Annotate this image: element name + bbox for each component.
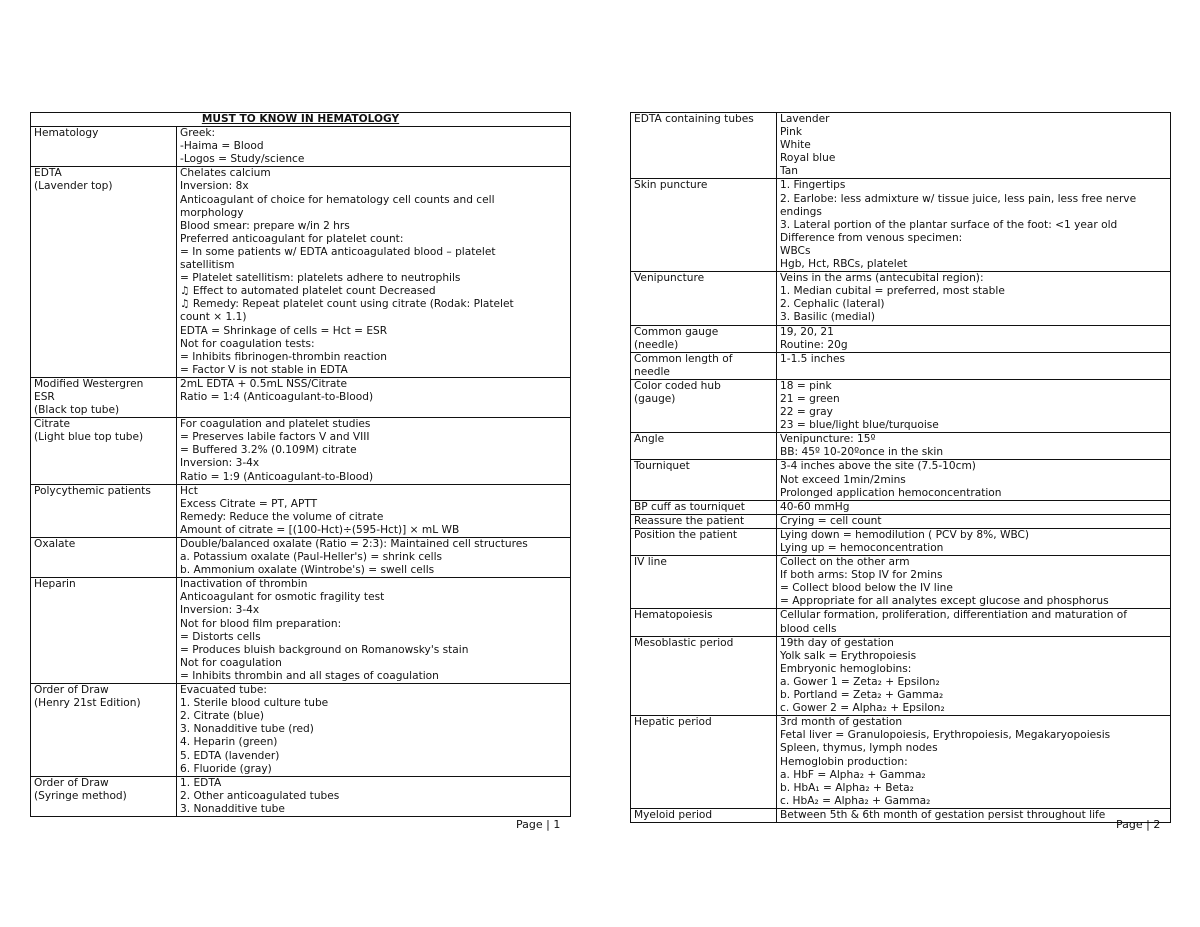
row-content-cell [177,578,571,684]
row-content-line: = Produces bluish background on Romanowsky's stain [180,643,469,656]
row-content-line: 1. EDTA [180,776,222,789]
table-row [31,776,571,816]
row-label-line: Hematology [34,127,99,140]
row-label-cell [631,500,777,514]
row-content-line: Preferred anticoagulant for platelet count: [180,232,404,245]
row-content-cell [777,609,1171,636]
row-content-cell [777,379,1171,432]
row-label-line: Myeloid period [634,808,713,821]
row-content-line: 4. Heparin (green) [180,736,278,749]
row-content-line: Yolk salk = Erythropoiesis [780,649,917,662]
row-label-cell [631,528,777,555]
row-label-line: (Syringe method) [34,789,127,802]
row-content-cell [777,433,1171,460]
row-label-line: Color coded hub [634,379,721,392]
row-content-line: satellitism [180,259,235,272]
row-content-line: Embryonic hemoglobins: [780,662,912,675]
row-content-line: Inactivation of thrombin [180,578,308,591]
row-content-line: b. HbA₁ = Alpha₂ + Beta₂ [780,781,914,794]
row-content-cell [777,113,1171,179]
row-content-cell [777,325,1171,352]
left-reference-table [30,112,571,817]
table-row [631,433,1171,460]
row-content-line: ♫ Remedy: Repeat platelet count using citrate (Rodak: Platelet [180,298,514,311]
row-label-cell [631,808,777,822]
table-row [631,179,1171,272]
row-label-cell [631,460,777,500]
table-row [631,514,1171,528]
row-label-cell [631,352,777,379]
row-content-line: Lying down = hemodilution ( PCV by 8%, WBC) [780,528,1030,541]
row-content-line: Lavender [780,113,830,125]
row-label-line: (Light blue top tube) [34,431,144,444]
row-label-line: Heparin [34,578,76,591]
table-row [31,538,571,578]
row-content-line: Crying = cell count [780,514,882,527]
row-content-line: WBCs [780,244,811,257]
row-label-line: Reassure the patient [634,514,745,527]
row-content-line: Evacuated tube: [180,684,267,697]
row-content-cell [777,514,1171,528]
table-row [31,684,571,777]
row-content-line: endings [780,205,822,218]
row-label-cell [631,514,777,528]
row-content-cell [177,538,571,578]
row-label-line: Position the patient [634,528,738,541]
row-content-cell [777,179,1171,272]
row-label-line: (Henry 21st Edition) [34,697,141,710]
row-content-line: Fetal liver = Granulopoiesis, Erythropoiesis, Megakaryopoiesis [780,729,1111,742]
row-label-line: Common length of [634,352,733,365]
row-label-cell [631,609,777,636]
row-content-line: Pink [780,126,802,139]
row-content-line: Inversion: 3-4x [180,604,260,617]
row-content-line: If both arms: Stop IV for 2mins [780,569,943,582]
table-row [31,578,571,684]
row-label-line: (Lavender top) [34,180,113,193]
row-label-line: Hematopoiesis [634,609,713,622]
row-content-line: b. Portland = Zeta₂ + Gamma₂ [780,689,944,702]
row-label-line: Order of Draw [34,776,109,789]
row-label-cell [31,418,177,484]
row-label-cell [31,377,177,417]
row-content-cell [777,528,1171,555]
row-content-cell [177,776,571,816]
table-row [31,127,571,167]
row-content-line: Inversion: 3-4x [180,457,260,470]
table-title-row [31,113,571,127]
row-content-line: Collect on the other arm [780,556,910,569]
row-content-line: ♫ Effect to automated platelet count Decreased [180,285,436,298]
row-content-line: Difference from venous specimen: [780,231,963,244]
row-content-line: c. Gower 2 = Alpha₂ + Epsilon₂ [780,702,945,715]
row-content-line: Blood smear: prepare w/in 2 hrs [180,219,350,232]
row-content-line: EDTA = Shrinkage of cells = Hct = ESR [180,324,388,337]
row-label-cell [631,379,777,432]
row-content-line: 18 = pink [780,379,832,392]
row-content-line: b. Ammonium oxalate (Wintrobe's) = swell cells [180,564,435,577]
table-row [631,500,1171,514]
row-content-line: a. Gower 1 = Zeta₂ + Epsilon₂ [780,675,940,688]
row-label-line: Hepatic period [634,716,712,729]
row-content-line: Anticoagulant of choice for hematology cell counts and cell [180,193,495,206]
row-content-line: Anticoagulant for osmotic fragility test [180,591,385,604]
row-content-line: = Preserves labile factors V and VIII [180,431,370,444]
row-content-line: = Factor V is not stable in EDTA [180,363,348,376]
row-label-cell [631,636,777,716]
row-label-line: Polycythemic patients [34,484,151,497]
row-content-cell [177,484,571,537]
row-content-cell [777,716,1171,809]
row-label-line: (Black top tube) [34,404,120,417]
row-content-line: = Buffered 3.2% (0.109M) citrate [180,444,357,457]
row-label-line: EDTA containing tubes [634,113,754,125]
row-content-line: 1. Sterile blood culture tube [180,697,329,710]
row-content-line: Venipuncture: 15º [780,433,876,446]
row-label-cell [31,127,177,167]
row-content-line: Ratio = 1:4 (Anticoagulant-to-Blood) [180,390,374,403]
row-label-cell [631,556,777,609]
row-label-line: Angle [634,433,665,446]
row-content-line: Tan [780,165,798,178]
row-content-line: White [780,139,811,152]
row-content-line: 21 = green [780,392,840,405]
row-label-line: EDTA [34,167,62,180]
row-content-line: = Collect blood below the IV line [780,582,953,595]
row-label-cell [631,113,777,179]
row-label-cell [631,325,777,352]
row-content-line: Hemoglobin production: [780,755,908,768]
row-content-cell [777,500,1171,514]
page-number-2: Page | 2 [1116,818,1161,831]
table-row [31,418,571,484]
row-label-line: (gauge) [634,392,676,405]
row-content-line: Excess Citrate = PT, APTT [180,497,318,510]
row-label-cell [31,538,177,578]
row-content-line: Not for coagulation [180,656,282,669]
row-content-line: Not exceed 1min/2mins [780,473,906,486]
row-content-line: 2. Citrate (blue) [180,710,265,723]
table-row [631,609,1171,636]
row-label-line: BP cuff as tourniquet [634,500,745,513]
row-label-cell [631,179,777,272]
row-content-line: c. HbA₂ = Alpha₂ + Gamma₂ [780,794,931,807]
table-row [31,377,571,417]
row-content-line: Spleen, thymus, lymph nodes [780,742,938,755]
row-label-line: Common gauge [634,325,719,338]
row-content-line: blood cells [780,622,837,635]
table-row [31,167,571,378]
right-table-body [631,113,1171,823]
row-content-cell [177,418,571,484]
row-label-cell [31,684,177,777]
table-row [31,484,571,537]
row-content-line: For coagulation and platelet studies [180,418,371,431]
table-row [631,325,1171,352]
row-content-line: = Distorts cells [180,630,261,643]
row-content-line: 3rd month of gestation [780,716,903,729]
table-row [631,636,1171,716]
row-content-line: Veins in the arms (antecubital region): [780,272,984,285]
row-content-cell [777,808,1171,822]
table-row [631,379,1171,432]
row-content-line: 19th day of gestation [780,636,894,649]
row-content-line: = Inhibits thrombin and all stages of coagulation [180,669,439,682]
row-content-line: 23 = blue/light blue/turquoise [780,419,939,432]
row-content-line: Remedy: Reduce the volume of citrate [180,510,384,523]
row-content-line: 3. Lateral portion of the plantar surface of the foot: <1 year old [780,218,1118,231]
row-content-line: Greek: [180,127,216,140]
row-content-cell [777,460,1171,500]
row-label-line: needle [634,365,670,378]
row-content-line: 3. Nonadditive tube [180,802,285,815]
row-content-line: morphology [180,206,244,219]
row-label-cell [31,578,177,684]
row-label-cell [631,272,777,325]
row-content-line: 3. Basilic (medial) [780,311,875,324]
row-label-line: Oxalate [34,538,76,550]
row-content-line: Ratio = 1:9 (Anticoagulant-to-Blood) [180,470,374,483]
table-row [631,556,1171,609]
table-row [631,716,1171,809]
row-content-line: 6. Fluoride (gray) [180,762,272,775]
row-label-line: Citrate [34,418,71,431]
row-label-line: Skin puncture [634,179,708,192]
table-row [631,808,1171,822]
row-content-line: Between 5th & 6th month of gestation persist throughout life [780,808,1106,821]
row-content-line: 40-60 mmHg [780,500,850,513]
row-content-line: Lying up = hemoconcentration [780,542,944,554]
row-label-line: Tourniquet [634,460,690,473]
row-content-line: a. HbF = Alpha₂ + Gamma₂ [780,768,926,781]
row-content-line: 19, 20, 21 [780,325,834,338]
row-content-line: Amount of citrate = [(100-Hct)÷(595-Hct)] × mL WB [180,523,460,536]
row-content-line: Chelates calcium [180,167,271,180]
row-label-line: ESR [34,390,55,403]
row-content-line: 3. Nonadditive tube (red) [180,723,314,736]
row-label-line: Mesoblastic period [634,636,734,649]
row-content-line: Routine: 20g [780,338,848,351]
row-content-line: 5. EDTA (lavender) [180,749,280,762]
row-content-line: = Platelet satellitism: platelets adhere to neutrophils [180,272,461,285]
row-content-line: Double/balanced oxalate (Ratio = 2:3): Maintained cell structures [180,538,528,550]
row-content-line: 1-1.5 inches [780,352,846,365]
row-content-cell [777,352,1171,379]
table-row [631,460,1171,500]
page-number-1: Page | 1 [516,818,561,831]
row-content-line: Royal blue [780,152,836,165]
row-content-line: 2. Earlobe: less admixture w/ tissue juice, less pain, less free nerve [780,192,1137,205]
row-content-line: 2. Other anticoagulated tubes [180,789,340,802]
row-content-cell [777,636,1171,716]
row-content-line: 2mL EDTA + 0.5mL NSS/Citrate [180,377,348,390]
row-label-line: Venipuncture [634,272,705,285]
row-content-line: Inversion: 8x [180,180,249,193]
table-row [631,352,1171,379]
row-label-line: Order of Draw [34,684,109,697]
table-row [631,528,1171,555]
row-content-cell [777,272,1171,325]
row-label-cell [631,433,777,460]
row-content-cell [177,377,571,417]
right-reference-table [630,112,1171,823]
row-content-line: Hct [180,484,198,497]
row-content-cell [177,167,571,378]
row-label-cell [31,776,177,816]
row-label-line: (needle) [634,338,679,351]
row-content-line: -Haima = Blood [180,140,264,153]
row-content-line: BB: 45º 10-20ºonce in the skin [780,446,944,459]
row-content-cell [177,127,571,167]
row-content-cell [177,684,571,777]
row-label-line: IV line [634,556,667,569]
row-label-cell [31,167,177,378]
row-content-cell [777,556,1171,609]
row-content-line: -Logos = Study/science [180,153,305,166]
row-content-line: count × 1.1) [180,311,247,324]
row-content-line: Hgb, Hct, RBCs, platelet [780,258,908,271]
row-content-line: a. Potassium oxalate (Paul-Heller's) = shrink cells [180,551,443,564]
row-content-line: = Appropriate for all analytes except glucose and phosphorus [780,595,1109,608]
row-content-line: Not for coagulation tests: [180,337,315,350]
row-label-cell [631,716,777,809]
row-content-line: = In some patients w/ EDTA anticoagulated blood – platelet [180,245,496,258]
page-title: MUST TO KNOW IN HEMATOLOGY [31,113,571,127]
row-label-line: Modified Westergren [34,377,144,390]
row-content-line: 1. Median cubital = preferred, most stable [780,285,1005,298]
row-content-line: 3-4 inches above the site (7.5-10cm) [780,460,976,473]
row-content-line: Cellular formation, proliferation, differentiation and maturation of [780,609,1128,622]
row-content-line: 1. Fingertips [780,179,846,192]
row-content-line: Not for blood film preparation: [180,617,342,630]
row-content-line: Prolonged application hemoconcentration [780,486,1002,499]
table-row [631,113,1171,179]
left-table-body [31,113,571,817]
table-row [631,272,1171,325]
row-content-line: 22 = gray [780,406,833,419]
row-content-line: = Inhibits fibrinogen-thrombin reaction [180,350,387,363]
row-label-cell [31,484,177,537]
row-content-line: 2. Cephalic (lateral) [780,298,885,311]
